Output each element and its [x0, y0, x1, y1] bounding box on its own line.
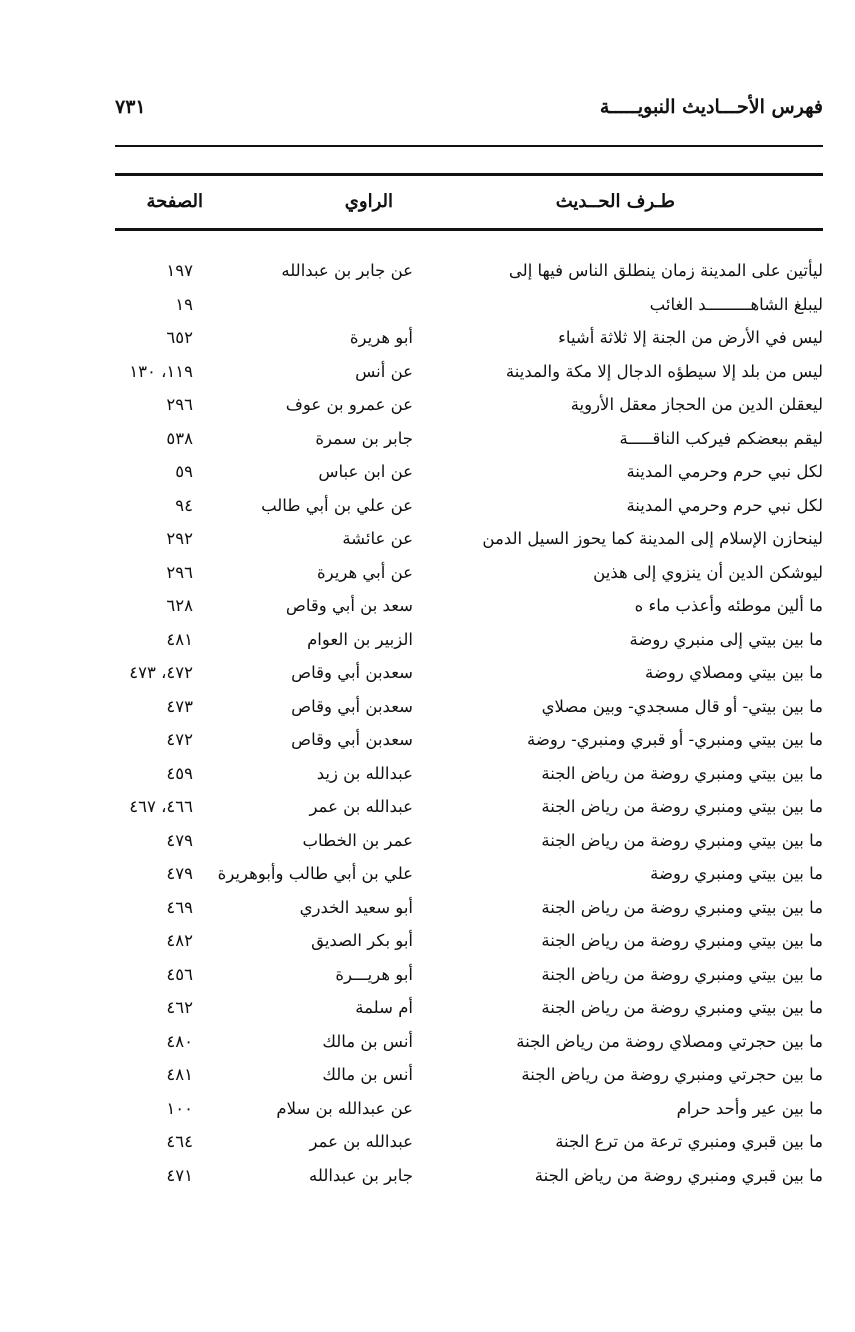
table-row — [115, 1027, 823, 1061]
table-row — [115, 625, 823, 659]
hadith-text: ما بين بيتي ومنبري روضة من رياض الجنة — [541, 998, 823, 1017]
narrator-name: عن عائشة — [342, 529, 413, 548]
narrator-name: سعدبن أبي وقاص — [291, 663, 413, 682]
page-ref: ٤٦٦، ٤٦٧ — [129, 797, 193, 816]
narrator-name: عن عبدالله بن سلام — [276, 1098, 413, 1118]
page-ref: ٢٩٦ — [166, 395, 193, 414]
hadith-text: ما بين بيتي- أو قال مسجدي- وبين مصلاي — [541, 696, 823, 716]
page-ref: ٤٧٢ — [166, 730, 193, 749]
header-bottom-rule — [115, 228, 823, 231]
table-row — [115, 725, 823, 759]
page-ref: ٤٧٩ — [166, 830, 193, 850]
narrator-name: أبو سعيد الخدري — [299, 897, 413, 917]
narrator-name: جابر بن سمرة — [315, 428, 413, 448]
narrator-name: أبو بكر الصديق — [311, 931, 413, 950]
table-row — [115, 792, 823, 826]
table-row — [115, 1127, 823, 1161]
table-row — [115, 960, 823, 994]
page-ref: ٢٩٦ — [166, 562, 193, 582]
narrator-name: جابر بن عبدالله — [309, 1165, 413, 1185]
page-ref: ٤٦٢ — [166, 998, 193, 1017]
narrator-name: عن أبي هريرة — [317, 562, 413, 582]
hadith-text: ليعقلن الدين من الحجاز معقل الأروية — [570, 395, 823, 414]
table-row — [115, 658, 823, 692]
hadith-text: ما بين بيتي ومنبري روضة — [650, 864, 823, 883]
page-ref: ٤٦٤ — [166, 1132, 193, 1151]
table-row — [115, 926, 823, 960]
page-ref: ٤٨٠ — [166, 1031, 193, 1051]
narrator-name: عن عمرو بن عوف — [285, 395, 413, 414]
page-ref: ٤٥٩ — [166, 763, 193, 783]
hadith-text: لكل نبي حرم وحرمي المدينة — [626, 495, 823, 515]
table-header — [115, 185, 823, 223]
hadith-text: ما بين قبري ومنبري روضة من رياض الجنة — [534, 1165, 823, 1185]
page-ref: ٤٨٢ — [166, 931, 193, 950]
table-row — [115, 323, 823, 357]
hadith-text: ما بين بيتي ومنبري روضة من رياض الجنة — [541, 797, 823, 816]
page-ref: ٦٢٨ — [166, 596, 193, 615]
page-ref: ٤٧٩ — [166, 864, 193, 883]
table-row — [115, 1060, 823, 1094]
column-header-hadith: طـرف الحــديث — [555, 191, 675, 212]
narrator-name: عن جابر بن عبدالله — [281, 261, 413, 280]
hadith-text: ليبلغ الشاهـــــــــد الغائب — [649, 294, 823, 314]
table-row — [115, 457, 823, 491]
narrator-name: الزبير بن العوام — [307, 629, 413, 649]
narrator-name: سعدبن أبي وقاص — [291, 730, 413, 749]
narrator-name: عبدالله بن عمر — [309, 1132, 413, 1151]
hadith-text: ما بين حجرتي ومصلاي روضة من رياض الجنة — [516, 1031, 823, 1051]
table-row — [115, 390, 823, 424]
table-row — [115, 424, 823, 458]
hadith-text: ما بين بيتي ومنبري روضة من رياض الجنة — [541, 964, 823, 984]
table-row — [115, 491, 823, 525]
narrator-name: عبدالله بن عمر — [309, 797, 413, 816]
header-top-rule — [115, 173, 823, 176]
page-ref: ١٠٠ — [166, 1098, 193, 1118]
hadith-text: ما بين بيتي ومصلاي روضة — [645, 663, 823, 682]
column-header-narrator: الراوي — [344, 191, 393, 212]
page-ref: ١١٩، ١٣٠ — [129, 361, 193, 381]
page-ref: ١٩ — [175, 294, 193, 314]
hadith-text: لينحازن الإسلام إلى المدينة كما يحوز السيل الدمن — [482, 529, 823, 548]
table-row — [115, 993, 823, 1027]
hadith-text: ما بين بيتي ومنبري روضة من رياض الجنة — [541, 830, 823, 850]
hadith-text: ليس في الأرض من الجنة إلا ثلاثة أشياء — [558, 328, 823, 347]
table-row — [115, 591, 823, 625]
table-body — [115, 256, 823, 1194]
hadith-text: ما بين بيتي ومنبري روضة من رياض الجنة — [541, 931, 823, 950]
hadith-text: ما ألين موطئه وأعذب ماء ه — [634, 596, 823, 615]
table-row — [115, 290, 823, 324]
narrator-name: أبو هريـــرة — [335, 964, 413, 984]
table-row — [115, 859, 823, 893]
page-ref: ٤٨١ — [166, 1065, 193, 1084]
narrator-name: عن ابن عباس — [318, 462, 413, 481]
hadith-text: ما بين بيتي إلى منبري روضة — [629, 629, 823, 649]
page-ref: ٩٤ — [175, 495, 193, 515]
narrator-name: أبو هريرة — [349, 328, 413, 347]
page-ref: ٥٩ — [175, 462, 193, 481]
narrator-name: عن أنس — [355, 361, 413, 381]
hadith-text: ما بين قبري ومنبري ترعة من ترع الجنة — [555, 1132, 823, 1151]
table-row — [115, 256, 823, 290]
hadith-text: ما بين بيتي ومنبري روضة من رياض الجنة — [541, 897, 823, 917]
narrator-name: سعدبن أبي وقاص — [291, 696, 413, 716]
narrator-name: سعد بن أبي وقاص — [285, 596, 413, 615]
hadith-text: ما بين عير وأحد حرام — [676, 1098, 823, 1118]
hadith-text: ليقم ببعضكم فيركب الناقـــــة — [619, 428, 823, 448]
running-head-title: فهرس الأحـــاديث النبويـــــة — [599, 96, 823, 118]
page-ref: ٤٨١ — [166, 629, 193, 649]
narrator-name: أنس بن مالك — [322, 1031, 413, 1051]
table-row — [115, 1094, 823, 1128]
page-ref: ٤٧٢، ٤٧٣ — [129, 663, 193, 682]
narrator-name: عن علي بن أبي طالب — [261, 495, 413, 515]
table-row — [115, 759, 823, 793]
narrator-name: أنس بن مالك — [322, 1065, 413, 1084]
hadith-text: ما بين بيتي ومنبري- أو قبري ومنبري- روضة — [527, 730, 823, 749]
hadith-text: ما بين بيتي ومنبري روضة من رياض الجنة — [541, 763, 823, 783]
table-row — [115, 357, 823, 391]
narrator-name: عبدالله بن زيد — [316, 763, 413, 783]
table-row — [115, 524, 823, 558]
hadith-text: ليأتين على المدينة زمان ينطلق الناس فيها إلى — [508, 261, 823, 280]
column-header-page: الصفحة — [146, 191, 203, 212]
narrator-name: أم سلمة — [355, 998, 413, 1017]
page-number: ٧٣١ — [115, 96, 146, 118]
table-row — [115, 893, 823, 927]
page-ref: ٢٩٢ — [166, 529, 193, 548]
running-head — [115, 96, 823, 130]
table-row — [115, 826, 823, 860]
hadith-text: لكل نبي حرم وحرمي المدينة — [626, 462, 823, 481]
table-row — [115, 1161, 823, 1195]
top-rule — [115, 145, 823, 147]
table-row — [115, 558, 823, 592]
hadith-text: ما بين حجرتي ومنبري روضة من رياض الجنة — [521, 1065, 823, 1084]
table-row — [115, 692, 823, 726]
page-ref: ١٩٧ — [166, 261, 193, 280]
narrator-name: علي بن أبي طالب وأبوهريرة — [217, 864, 413, 883]
hadith-text: ليس من بلد إلا سيطؤه الدجال إلا مكة والمدينة — [505, 361, 823, 381]
page-ref: ٥٣٨ — [166, 428, 193, 448]
page-ref: ٤٥٦ — [166, 964, 193, 984]
narrator-name: عمر بن الخطاب — [302, 830, 413, 850]
page-ref: ٦٥٢ — [166, 328, 193, 347]
hadith-text: ليوشكن الدين أن ينزوي إلى هذين — [593, 562, 823, 582]
page-ref: ٤٧١ — [166, 1165, 193, 1185]
page-ref: ٤٧٣ — [166, 696, 193, 716]
page-ref: ٤٦٩ — [166, 897, 193, 917]
